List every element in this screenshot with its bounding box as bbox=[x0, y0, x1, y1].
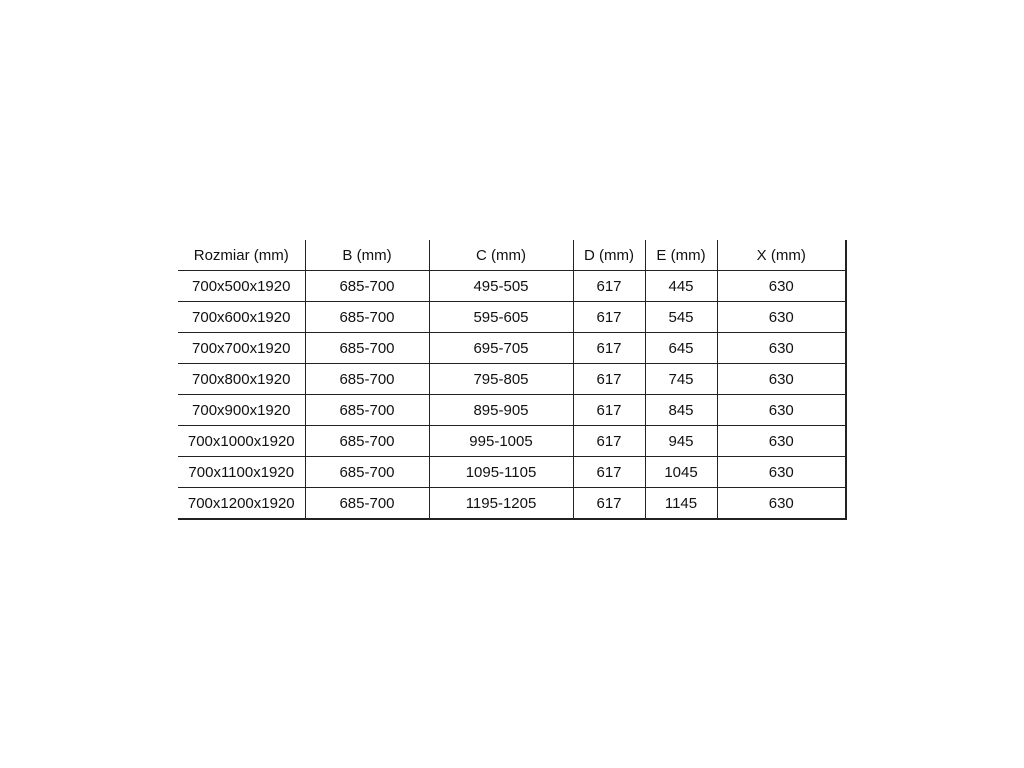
cell-e: 1145 bbox=[645, 488, 717, 520]
cell-e: 545 bbox=[645, 302, 717, 333]
cell-d: 617 bbox=[573, 364, 645, 395]
cell-e: 845 bbox=[645, 395, 717, 426]
cell-d: 617 bbox=[573, 457, 645, 488]
header-rozmiar: Rozmiar (mm) bbox=[178, 240, 305, 271]
cell-b: 685-700 bbox=[305, 457, 429, 488]
cell-d: 617 bbox=[573, 333, 645, 364]
cell-b: 685-700 bbox=[305, 333, 429, 364]
table-row bbox=[178, 426, 846, 457]
cell-e: 645 bbox=[645, 333, 717, 364]
cell-c: 895-905 bbox=[429, 395, 573, 426]
cell-b: 685-700 bbox=[305, 302, 429, 333]
cell-c: 1195-1205 bbox=[429, 488, 573, 520]
header-b: B (mm) bbox=[305, 240, 429, 271]
cell-c: 795-805 bbox=[429, 364, 573, 395]
cell-c: 995-1005 bbox=[429, 426, 573, 457]
cell-x: 630 bbox=[717, 333, 846, 364]
cell-x: 630 bbox=[717, 395, 846, 426]
cell-d: 617 bbox=[573, 395, 645, 426]
cell-b: 685-700 bbox=[305, 271, 429, 302]
cell-e: 945 bbox=[645, 426, 717, 457]
cell-rozmiar: 700x500x1920 bbox=[178, 271, 305, 302]
table-row bbox=[178, 488, 846, 520]
header-e: E (mm) bbox=[645, 240, 717, 271]
cell-c: 595-605 bbox=[429, 302, 573, 333]
dimensions-table-container bbox=[178, 240, 846, 520]
header-c: C (mm) bbox=[429, 240, 573, 271]
cell-b: 685-700 bbox=[305, 364, 429, 395]
table-row bbox=[178, 395, 846, 426]
cell-rozmiar: 700x1100x1920 bbox=[178, 457, 305, 488]
cell-e: 1045 bbox=[645, 457, 717, 488]
cell-d: 617 bbox=[573, 302, 645, 333]
table-row bbox=[178, 302, 846, 333]
cell-rozmiar: 700x700x1920 bbox=[178, 333, 305, 364]
table-row bbox=[178, 364, 846, 395]
table-row bbox=[178, 271, 846, 302]
cell-b: 685-700 bbox=[305, 426, 429, 457]
cell-e: 745 bbox=[645, 364, 717, 395]
cell-d: 617 bbox=[573, 488, 645, 520]
table-body bbox=[178, 271, 846, 520]
cell-rozmiar: 700x600x1920 bbox=[178, 302, 305, 333]
cell-x: 630 bbox=[717, 364, 846, 395]
cell-d: 617 bbox=[573, 426, 645, 457]
cell-b: 685-700 bbox=[305, 395, 429, 426]
cell-rozmiar: 700x1200x1920 bbox=[178, 488, 305, 520]
cell-x: 630 bbox=[717, 457, 846, 488]
table-row bbox=[178, 333, 846, 364]
cell-x: 630 bbox=[717, 426, 846, 457]
cell-x: 630 bbox=[717, 271, 846, 302]
table-row bbox=[178, 457, 846, 488]
cell-rozmiar: 700x900x1920 bbox=[178, 395, 305, 426]
cell-e: 445 bbox=[645, 271, 717, 302]
dimensions-table bbox=[178, 240, 847, 520]
cell-b: 685-700 bbox=[305, 488, 429, 520]
cell-x: 630 bbox=[717, 302, 846, 333]
header-x: X (mm) bbox=[717, 240, 846, 271]
cell-c: 1095-1105 bbox=[429, 457, 573, 488]
cell-rozmiar: 700x800x1920 bbox=[178, 364, 305, 395]
cell-c: 695-705 bbox=[429, 333, 573, 364]
header-d: D (mm) bbox=[573, 240, 645, 271]
cell-rozmiar: 700x1000x1920 bbox=[178, 426, 305, 457]
cell-x: 630 bbox=[717, 488, 846, 520]
header-row bbox=[178, 240, 846, 271]
cell-c: 495-505 bbox=[429, 271, 573, 302]
cell-d: 617 bbox=[573, 271, 645, 302]
table-header bbox=[178, 240, 846, 271]
